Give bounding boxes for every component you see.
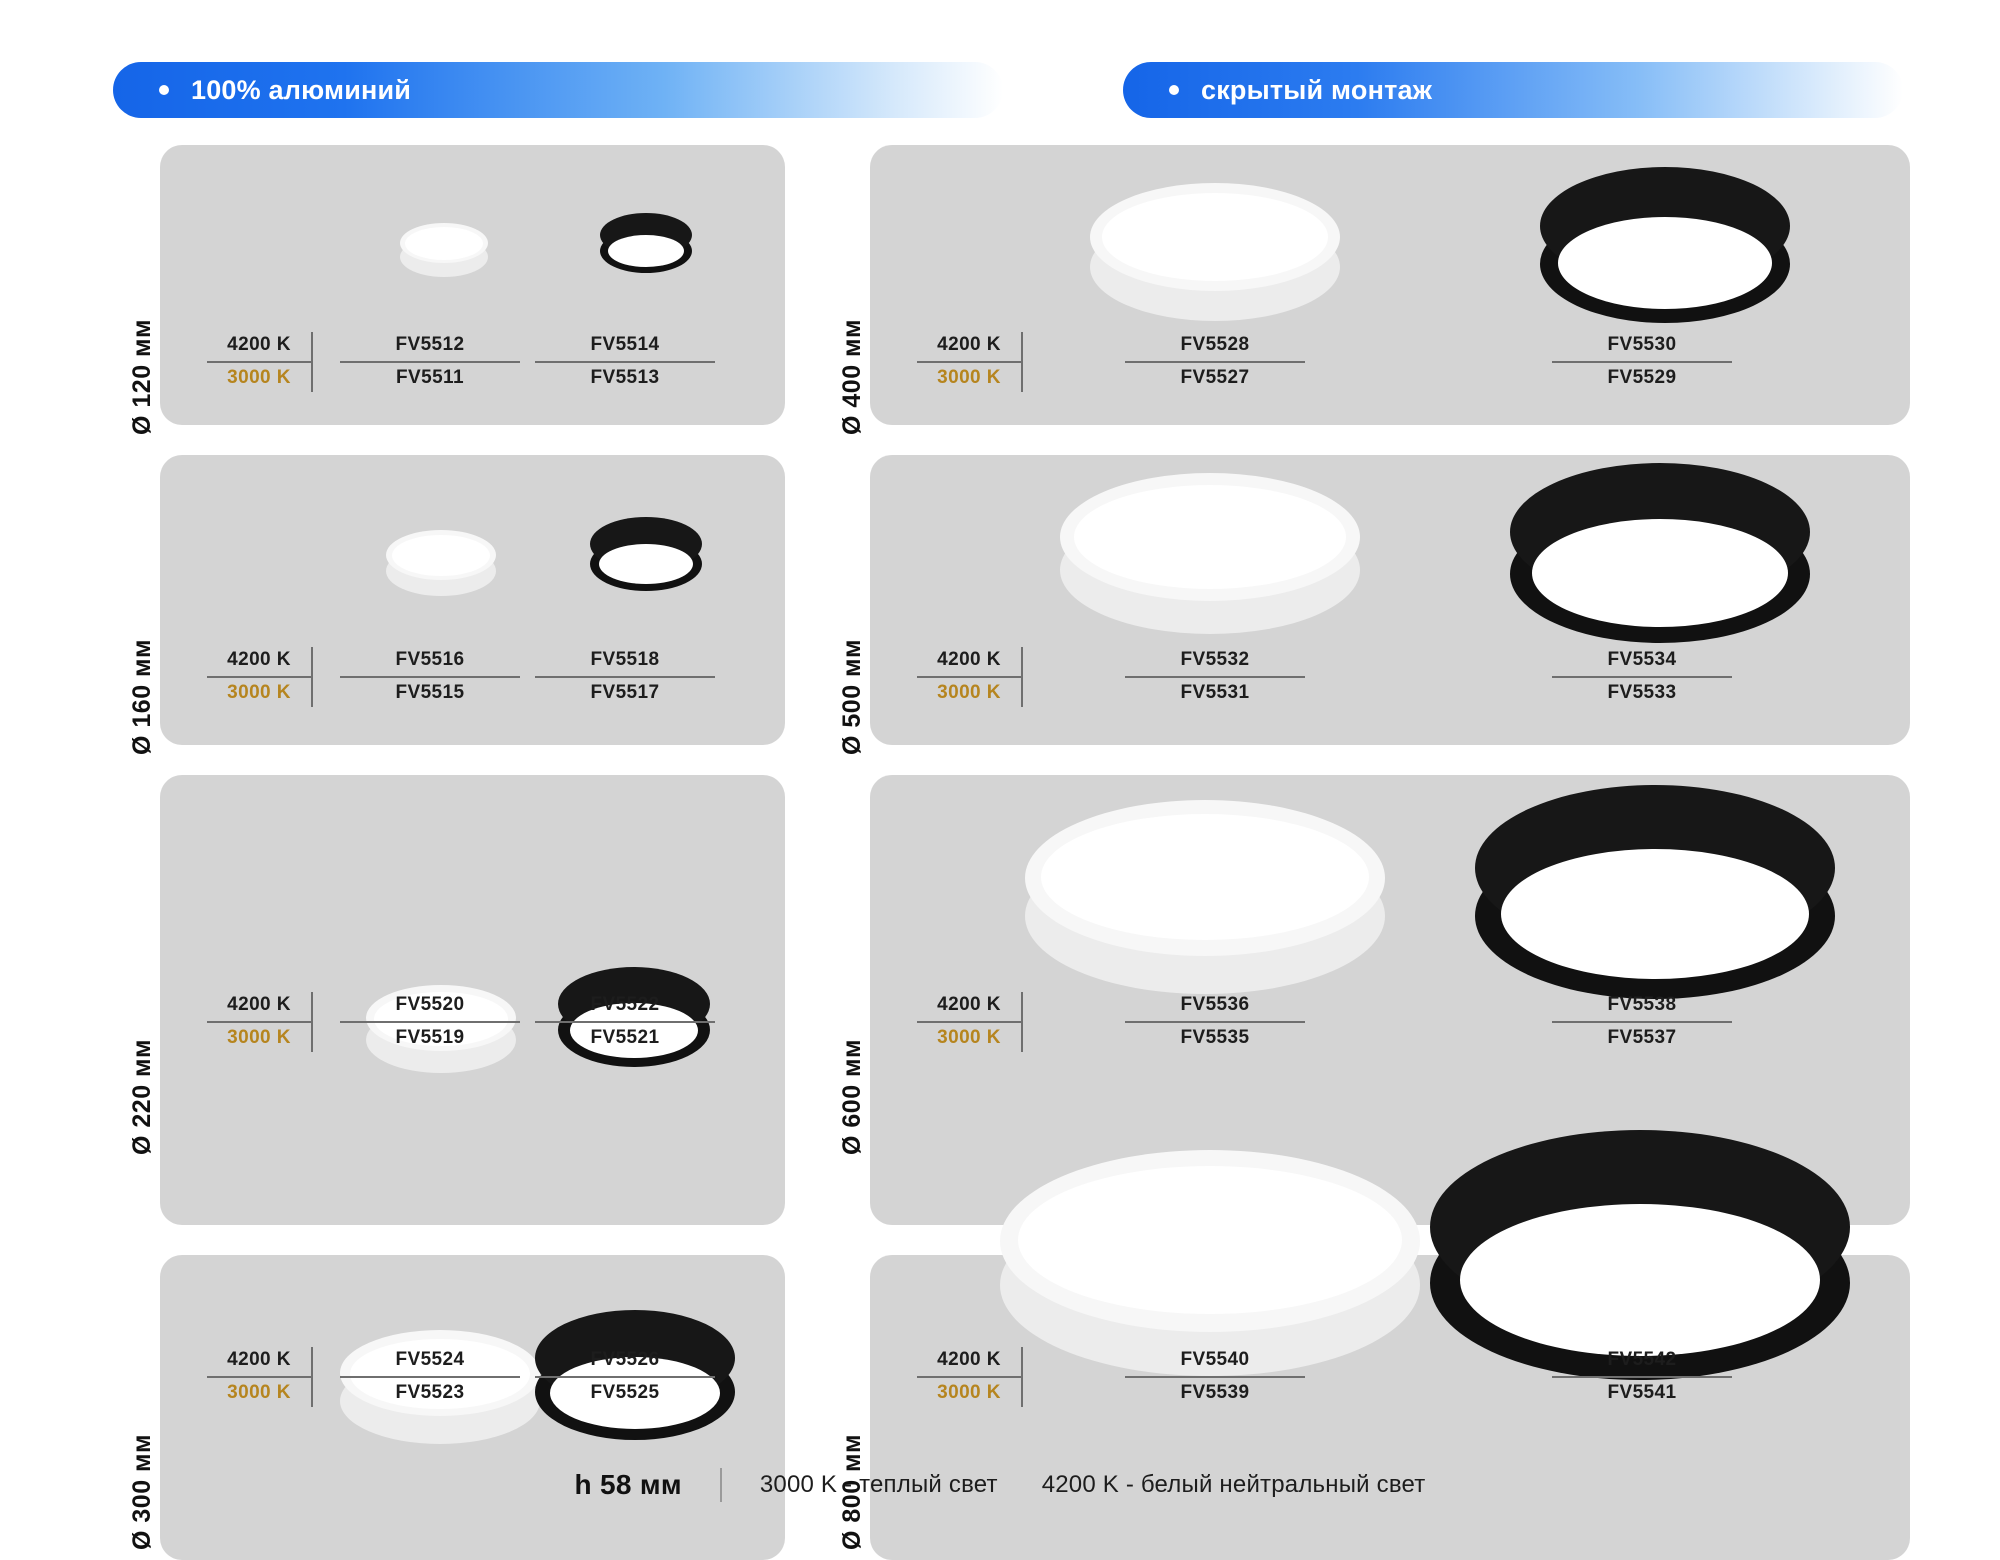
code-warm: FV5517	[590, 682, 660, 703]
temperature-column-300	[207, 1345, 311, 1409]
code-neutral: FV5516	[340, 645, 520, 678]
code-column-white-600	[1125, 990, 1305, 1054]
lamp-face	[392, 535, 490, 576]
temp-4200-label: 4200 K	[207, 990, 311, 1023]
code-warm: FV5527	[1180, 367, 1250, 388]
size-label-500: Ø 500 мм	[838, 638, 866, 755]
temperature-column-400	[917, 330, 1021, 394]
lamp-face	[1102, 193, 1328, 281]
banner-hidden-mount	[1123, 62, 1903, 118]
lamp-face	[1532, 519, 1788, 627]
size-label-800: Ø 800 мм	[838, 1433, 866, 1550]
code-warm: FV5523	[395, 1382, 465, 1403]
code-column-black-800	[1552, 1345, 1732, 1409]
note-neutral: 4200 K - белый нейтральный свет	[1041, 1471, 1426, 1498]
note-warm: 3000 K - теплый свет	[759, 1471, 998, 1498]
temp-4200-label: 4200 K	[207, 330, 311, 363]
temperature-column-120	[207, 330, 311, 394]
temp-3000-label: 3000 K	[937, 1027, 1001, 1048]
lamp-white-600	[1025, 800, 1385, 1018]
lamp-white-400	[1090, 183, 1340, 338]
code-neutral: FV5532	[1125, 645, 1305, 678]
code-neutral: FV5518	[535, 645, 715, 678]
code-warm: FV5533	[1607, 682, 1677, 703]
temperature-column-500	[917, 645, 1021, 709]
code-neutral: FV5530	[1552, 330, 1732, 363]
temp-4200-label: 4200 K	[207, 645, 311, 678]
size-label-600: Ø 600 мм	[838, 1038, 866, 1155]
lamp-face	[1501, 849, 1809, 979]
temp-4200-label: 4200 K	[917, 645, 1021, 678]
banner-hidden-mount-label: скрытый монтаж	[1201, 74, 1433, 105]
temp-4200-label: 4200 K	[917, 990, 1021, 1023]
divider	[720, 1468, 722, 1502]
size-label-400: Ø 400 мм	[838, 318, 866, 435]
temperature-column-220	[207, 990, 311, 1054]
code-neutral: FV5524	[340, 1345, 520, 1378]
lamp-white-160	[386, 530, 496, 606]
lamp-black-500	[1510, 463, 1810, 663]
lamp-white-500	[1060, 473, 1360, 653]
code-column-white-400	[1125, 330, 1305, 394]
divider	[311, 332, 313, 392]
code-warm: FV5513	[590, 367, 660, 388]
divider	[1021, 332, 1023, 392]
size-label-120: Ø 120 мм	[128, 318, 156, 435]
code-warm: FV5511	[396, 367, 464, 388]
code-column-white-160	[340, 645, 520, 709]
bullet-dot-icon	[1169, 85, 1179, 95]
banner-aluminium	[113, 62, 1003, 118]
code-neutral: FV5536	[1125, 990, 1305, 1023]
size-label-300: Ø 300 мм	[128, 1433, 156, 1550]
temp-3000-label: 3000 K	[937, 1382, 1001, 1403]
code-column-black-160	[535, 645, 715, 709]
code-column-white-500	[1125, 645, 1305, 709]
code-column-black-300	[535, 1345, 715, 1409]
footer-legend	[0, 1455, 2000, 1515]
lamp-face	[1018, 1166, 1402, 1314]
code-column-black-220	[535, 990, 715, 1054]
divider	[1021, 992, 1023, 1052]
code-column-white-300	[340, 1345, 520, 1409]
divider	[311, 1347, 313, 1407]
lamp-black-120	[600, 213, 692, 283]
divider	[1021, 1347, 1023, 1407]
code-neutral: FV5526	[535, 1345, 715, 1378]
temp-3000-label: 3000 K	[227, 1027, 291, 1048]
code-warm: FV5531	[1180, 682, 1250, 703]
code-warm: FV5521	[590, 1027, 660, 1048]
lamp-face	[608, 235, 684, 267]
code-neutral: FV5512	[340, 330, 520, 363]
code-neutral: FV5538	[1552, 990, 1732, 1023]
banner-row	[113, 62, 1903, 118]
lamp-black-400	[1540, 167, 1790, 342]
temp-4200-label: 4200 K	[207, 1345, 311, 1378]
code-column-black-400	[1552, 330, 1732, 394]
code-warm: FV5519	[395, 1027, 465, 1048]
code-neutral: FV5514	[535, 330, 715, 363]
temp-3000-label: 3000 K	[937, 682, 1001, 703]
temp-3000-label: 3000 K	[227, 682, 291, 703]
code-column-black-600	[1552, 990, 1732, 1054]
code-warm: FV5529	[1607, 367, 1677, 388]
code-column-white-220	[340, 990, 520, 1054]
code-warm: FV5541	[1607, 1382, 1677, 1403]
height-value: h 58 мм	[574, 1469, 682, 1500]
lamp-face	[405, 227, 483, 260]
banner-aluminium-label: 100% алюминий	[191, 74, 412, 105]
code-warm: FV5515	[395, 682, 465, 703]
temp-3000-label: 3000 K	[227, 1382, 291, 1403]
code-neutral: FV5540	[1125, 1345, 1305, 1378]
lamp-face	[599, 544, 693, 584]
divider	[1021, 647, 1023, 707]
temperature-column-800	[917, 1345, 1021, 1409]
code-neutral: FV5534	[1552, 645, 1732, 678]
size-label-160: Ø 160 мм	[128, 638, 156, 755]
code-neutral: FV5522	[535, 990, 715, 1023]
temp-4200-label: 4200 K	[917, 1345, 1021, 1378]
code-neutral: FV5528	[1125, 330, 1305, 363]
code-warm: FV5525	[590, 1382, 660, 1403]
lamp-face	[1558, 217, 1772, 309]
temp-3000-label: 3000 K	[227, 367, 291, 388]
code-column-black-500	[1552, 645, 1732, 709]
code-column-black-120	[535, 330, 715, 394]
temperature-column-160	[207, 645, 311, 709]
code-column-white-120	[340, 330, 520, 394]
divider	[311, 647, 313, 707]
code-warm: FV5535	[1180, 1027, 1250, 1048]
code-column-white-800	[1125, 1345, 1305, 1409]
code-warm: FV5539	[1180, 1382, 1250, 1403]
divider	[311, 992, 313, 1052]
code-neutral: FV5542	[1552, 1345, 1732, 1378]
temp-4200-label: 4200 K	[917, 330, 1021, 363]
lamp-black-160	[590, 517, 702, 603]
code-neutral: FV5520	[340, 990, 520, 1023]
lamp-black-600	[1475, 785, 1835, 1025]
lamp-face	[1074, 485, 1346, 589]
code-warm: FV5537	[1607, 1027, 1677, 1048]
temp-3000-label: 3000 K	[937, 367, 1001, 388]
lamp-face	[1460, 1204, 1820, 1356]
lamp-white-120	[400, 223, 488, 285]
bullet-dot-icon	[159, 85, 169, 95]
lamp-face	[1041, 814, 1369, 940]
size-label-220: Ø 220 мм	[128, 1038, 156, 1155]
temperature-column-600	[917, 990, 1021, 1054]
